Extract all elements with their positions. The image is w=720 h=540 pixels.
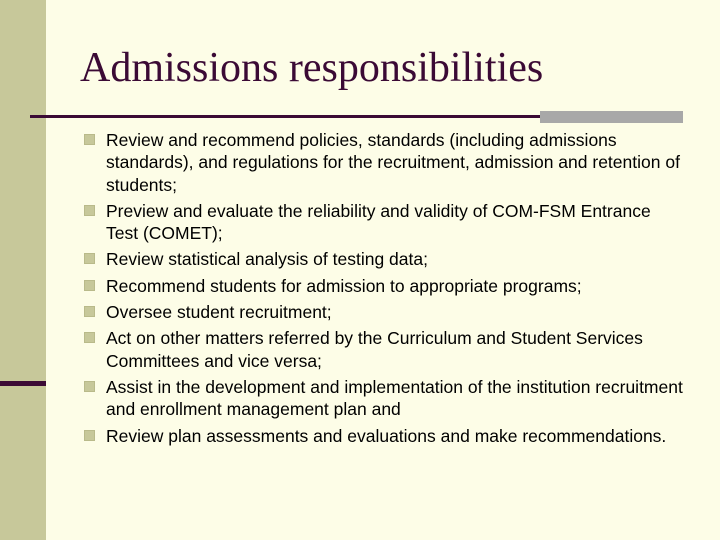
square-bullet-icon <box>84 205 95 216</box>
left-sidebar-accent-line <box>0 381 46 386</box>
list-item <box>84 301 684 323</box>
title-underline <box>30 115 540 118</box>
list-item-text: Act on other matters referred by the Curriculum and Student Services Committees and vice versa; <box>106 328 643 371</box>
list-item-text: Assist in the development and implementation of the institution recruitment and enrollment management plan and <box>106 376 683 420</box>
list-item <box>84 376 684 421</box>
square-bullet-icon <box>84 430 95 441</box>
list-item-text: Review and recommend policies, standards (including admissions standards), and regulations for the recruitment, admission and retention of students; <box>106 130 680 195</box>
square-bullet-icon <box>84 134 95 145</box>
bullet-list <box>84 129 684 451</box>
list-item <box>84 129 684 196</box>
left-sidebar-band <box>0 0 46 540</box>
square-bullet-icon <box>84 280 95 291</box>
list-item-text: Recommend students for admission to appropriate programs; <box>106 275 582 296</box>
title-underline-gray-segment <box>540 111 683 123</box>
list-item-text: Review statistical analysis of testing data; <box>106 249 428 270</box>
list-item <box>84 327 684 372</box>
list-item <box>84 248 684 270</box>
list-item-text: Oversee student recruitment; <box>106 302 332 323</box>
square-bullet-icon <box>84 306 95 317</box>
square-bullet-icon <box>84 381 95 392</box>
square-bullet-icon <box>84 253 95 264</box>
square-bullet-icon <box>84 332 95 343</box>
list-item <box>84 425 684 447</box>
slide-title: Admissions responsibilities <box>80 45 544 91</box>
list-item-text: Preview and evaluate the reliability and validity of COM-FSM Entrance Test (COMET); <box>106 200 651 244</box>
list-item-text: Review plan assessments and evaluations and make recommendations. <box>106 425 667 446</box>
list-item <box>84 275 684 297</box>
list-item <box>84 200 684 245</box>
